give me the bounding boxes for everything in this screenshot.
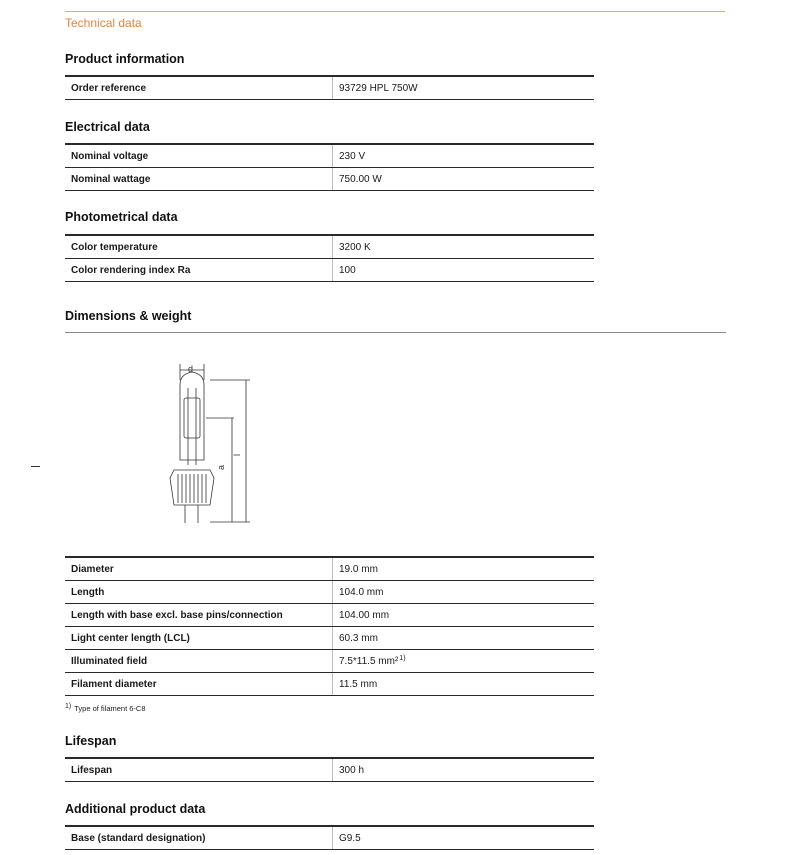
section-title-additional-product-data: Additional product data	[65, 802, 206, 816]
lifespan-table	[65, 757, 594, 782]
row-label: Color rendering index Ra	[65, 259, 333, 281]
divider	[65, 332, 726, 333]
row-value: G9.5	[339, 832, 361, 844]
row-value: 750.00 W	[339, 173, 382, 185]
table-row	[65, 673, 594, 696]
row-value: 104.0 mm	[339, 586, 384, 598]
row-label: Length with base excl. base pins/connection	[65, 604, 333, 626]
photometrical-data-table	[65, 234, 594, 282]
table-row	[65, 558, 594, 581]
table-row	[65, 77, 594, 100]
table-row	[65, 759, 594, 782]
footnote	[65, 704, 146, 713]
row-label: Base (standard designation)	[65, 827, 333, 849]
section-title-lifespan: Lifespan	[65, 734, 117, 748]
section-title-product-information: Product information	[65, 52, 185, 66]
table-row	[65, 827, 594, 850]
row-label: Nominal wattage	[65, 168, 333, 190]
dimensions-table	[65, 556, 594, 696]
drawing-label-l: l	[232, 454, 242, 456]
row-label: Color temperature	[65, 236, 333, 258]
table-row	[65, 581, 594, 604]
row-value: 93729 HPL 750W	[339, 82, 418, 94]
table-row	[65, 259, 594, 282]
row-value: 300 h	[339, 764, 365, 776]
row-value-text: 7.5*11.5 mm²	[339, 655, 399, 667]
filament-outline	[184, 398, 200, 438]
page-title: Technical data	[65, 16, 142, 30]
row-value: 19.0 mm	[339, 563, 378, 575]
footnote-mark: 1)	[65, 703, 72, 710]
drawing-label-a: a	[216, 464, 226, 470]
row-value	[333, 650, 406, 672]
row-value: 3200 K	[339, 241, 371, 253]
table-row	[65, 236, 594, 259]
table-row	[65, 627, 594, 650]
row-label: Illuminated field	[65, 650, 333, 672]
row-label: Length	[65, 581, 333, 603]
table-row	[65, 145, 594, 168]
row-value: 230 V	[339, 150, 366, 162]
margin-mark	[31, 466, 40, 467]
row-value: 104.00 mm	[339, 609, 390, 621]
row-label: Lifespan	[65, 759, 333, 781]
row-value: 60.3 mm	[339, 632, 378, 644]
lamp-dimension-drawing	[160, 360, 260, 530]
electrical-data-table	[65, 143, 594, 191]
footnote-reference: 1)	[399, 654, 406, 662]
row-label: Diameter	[65, 558, 333, 580]
row-label: Light center length (LCL)	[65, 627, 333, 649]
table-row	[65, 604, 594, 627]
product-information-table	[65, 75, 594, 100]
table-row	[65, 650, 594, 673]
section-title-photometrical-data: Photometrical data	[65, 210, 178, 224]
section-title-dimensions-weight: Dimensions & weight	[65, 309, 192, 323]
footnote-text: Type of filament 6-C8	[74, 704, 146, 713]
header-rule	[65, 11, 725, 12]
drawing-label-d: d	[188, 364, 194, 374]
row-label: Order reference	[65, 77, 333, 99]
row-value: 100	[339, 264, 356, 276]
row-value: 11.5 mm	[339, 678, 378, 690]
base-outline	[170, 470, 214, 505]
section-title-electrical-data: Electrical data	[65, 120, 150, 134]
row-label: Nominal voltage	[65, 145, 333, 167]
table-row	[65, 168, 594, 191]
additional-product-data-table	[65, 825, 594, 850]
row-label: Filament diameter	[65, 673, 333, 695]
